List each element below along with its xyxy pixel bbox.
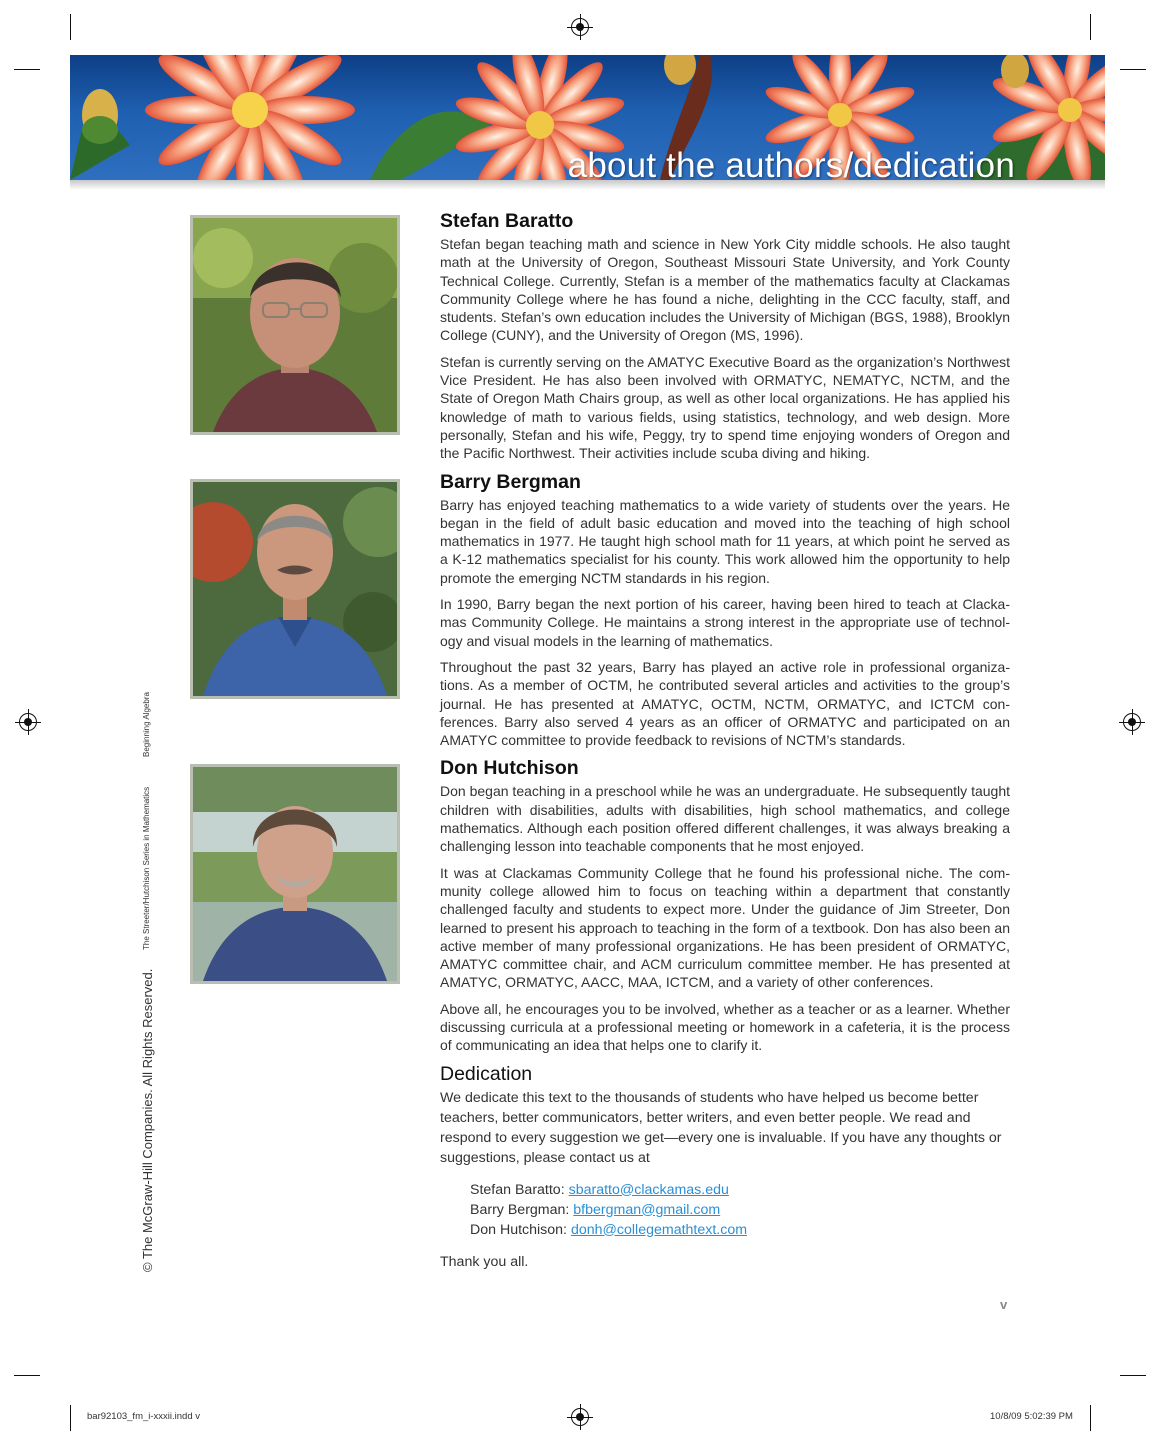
contact-item: [470, 1220, 1010, 1240]
copyright-notice: © The McGraw-Hill Companies. All Rights Reserved.: [140, 968, 155, 1272]
dedication-heading: Dedication: [440, 1062, 533, 1085]
registration-mark-icon: [571, 1408, 589, 1426]
registration-mark-icon: [571, 18, 589, 36]
book-title: Beginning Algebra: [142, 692, 151, 757]
registration-mark-icon: [19, 713, 37, 731]
crop-mark: [14, 69, 40, 70]
dedication-section: [440, 1063, 1010, 1272]
crop-mark: [1090, 14, 1091, 40]
authors-section: [440, 210, 1010, 1272]
author-bio: [440, 471, 1010, 750]
dedication-text: We dedicate this text to the thousands of students who have helped us become better teachers, better communicators, better writers, and even better people. We read and respond to every suggestion we get—every one is invaluable. If you have any thoughts or suggestions, please contact us at: [440, 1089, 1002, 1166]
author-name: Barry Bergman: [440, 470, 581, 493]
email-link[interactable]: donh@collegemathtext.com: [570, 1221, 748, 1238]
author-photo-barry-bergman: [190, 479, 400, 699]
author-name: Stefan Baratto: [440, 210, 574, 232]
header-banner: [70, 55, 1105, 180]
contact-list: [470, 1180, 1010, 1240]
closing-text: Thank you all.: [440, 1253, 529, 1270]
contact-label: Don Hutchison:: [470, 1221, 571, 1238]
bio-paragraph: Barry has enjoyed teaching mathematics to a wide variety of students over the years. He began in the field of adult basic education and moved into the teaching of high school mathematics in 1977. He taught high school math for 11 years, at which point he served as a K-12 mathematics specialist for his county. This work allowed him the opportunity to help promote the emerging NCTM standards in his region.: [440, 496, 1010, 586]
author-photo-stefan-baratto: [190, 215, 400, 435]
crop-mark: [1120, 69, 1146, 70]
contact-item: [470, 1200, 1010, 1220]
bio-paragraph: Don began teaching in a preschool while he was an undergraduate. He subsequently taught children with disabilities, adults with disabilities, high school mathematics, and college mathematics. Although each position offered different challenges, it was always breaking a challenging lesson into teachable components that he most enjoyed.: [440, 783, 1010, 855]
contact-item: [470, 1180, 1010, 1200]
series-name: The Streeter/Hutchison Series in Mathematics: [142, 786, 151, 950]
crop-mark: [1090, 1405, 1091, 1431]
bio-paragraph: In 1990, Barry began the next portion of his career, having been hired to teach at Clacka-mas Community College. He maintains a strong interest in the appropriate use of technol-ogy and visual models in the learning of mathematics.: [440, 596, 1010, 649]
email-link[interactable]: sbaratto@clackamas.edu: [568, 1181, 729, 1198]
page-title: about the authors/dedication: [567, 146, 1015, 180]
contact-label: Stefan Baratto:: [470, 1181, 569, 1198]
author-bio: [440, 757, 1010, 1054]
contact-label: Barry Bergman:: [470, 1201, 574, 1218]
banner-shadow: [70, 180, 1105, 190]
registration-mark-icon: [1123, 713, 1141, 731]
bio-paragraph: Stefan began teaching math and science in New York City middle schools. He also taught math at the University of Oregon, Southeast Missouri State University, and York County Technical College. Currently, Stefan is a member of the mathematics faculty at Clackamas Community College where he has found a niche, delighting in the CCC faculty, staff, and students. Stefan’s own education includes the University of Michigan (BGS, 1988), Brooklyn College (CUNY), and the University of Oregon (MS, 1996).: [440, 236, 1010, 344]
slug-timestamp: 10/8/09 5:02:39 PM: [990, 1411, 1073, 1422]
page-number: v: [1000, 1297, 1008, 1312]
crop-mark: [70, 14, 71, 40]
crop-mark: [70, 1405, 71, 1431]
bio-paragraph: Throughout the past 32 years, Barry has played an active role in professional organiza-tions. As a member of OCTM, he contributed several articles and activities to the group’s journal. He has presented at AMATYC, OCTM, NCTM, ORMATYC, and ICTCM con-ferences. Barry also served 4 years as an officer of ORMATYC and participated on an AMATYC committee to provide feedback to revisions of NCTM’s standards.: [440, 658, 1010, 749]
author-photo-don-hutchison: [190, 764, 400, 984]
author-name: Don Hutchison: [440, 757, 579, 780]
crop-mark: [14, 1375, 40, 1376]
bio-paragraph: Stefan is currently serving on the AMATYC Executive Board as the organization’s Northwest Vice President. He has also been involved with ORMATYC, NEMATYC, NCTM, and the State of Oregon Math Chairs group, as well as other local organizations. He has applied his knowledge of math to various fields, using statistics, technology, and web design. More personally, Stefan and his wife, Peggy, try to spend time enjoying wonders of Oregon and the Pacific Northwest. Their activities include scuba diving and hiking.: [440, 353, 1010, 462]
email-link[interactable]: bfbergman@gmail.com: [573, 1201, 721, 1218]
author-bio: [440, 210, 1010, 463]
crop-mark: [1120, 1375, 1146, 1376]
bio-paragraph: Above all, he encourages you to be involved, whether as a teacher or as a learner. Whether discussing curricula at a professional meeting or homework in a cafeteria, it is the process of communicating an idea that helps one to clarify it.: [440, 1000, 1010, 1054]
slug-filename: bar92103_fm_i-xxxii.indd v: [87, 1411, 201, 1422]
bio-paragraph: It was at Clackamas Community College that he found his professional niche. The com-munity college allowed him to focus on teaching within a department that constantly challenged faculty and students to expect more. Under the guidance of Jim Streeter, Don learned to present his approach to teaching in the form of a textbook. Don has also been an active member of many professional organizations. He has been president of ORMATYC, AMATYC committee chair, and ACM curriculum committee member. He has presented at AMATYC, ORMATYC, AACC, MAA, ICTCM, and a variety of other conferences.: [440, 864, 1010, 991]
